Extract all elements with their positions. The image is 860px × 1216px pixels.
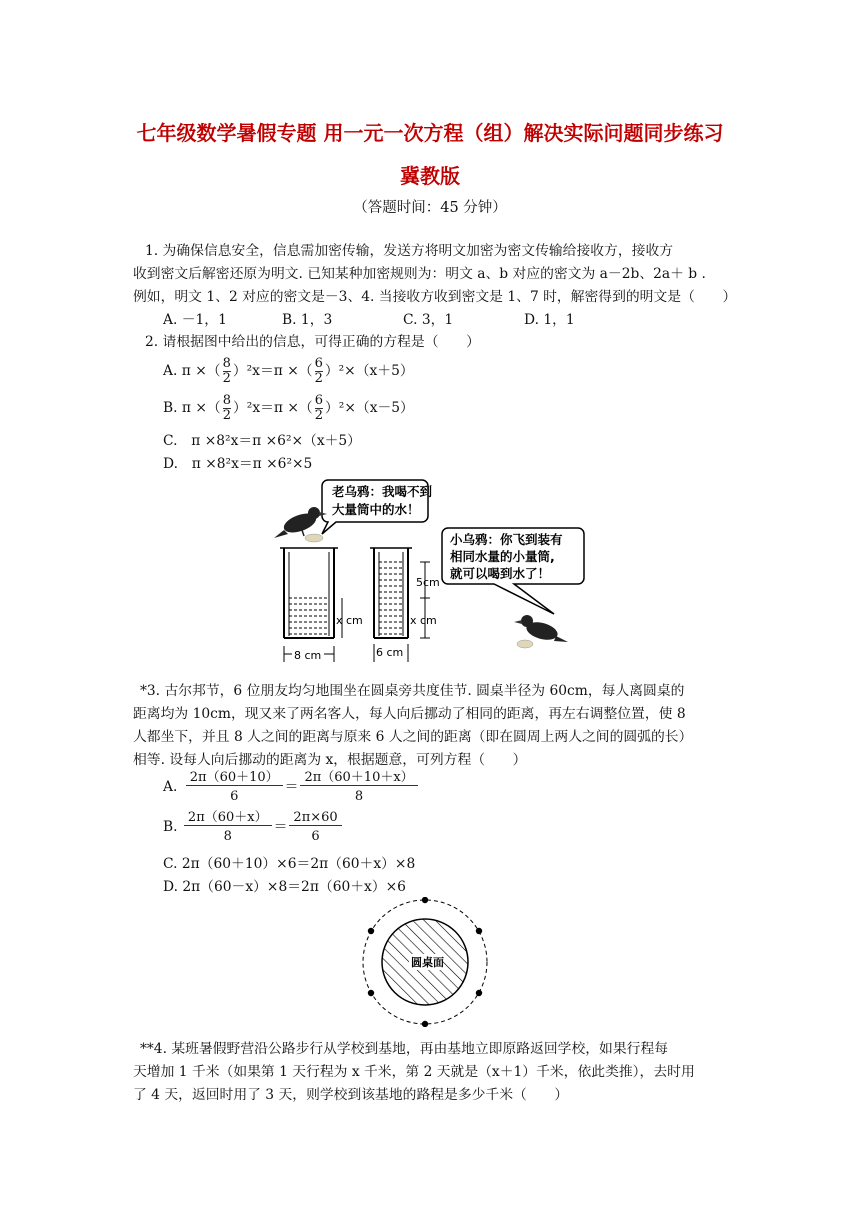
q2-b-label: B. <box>163 400 178 416</box>
q3-a-frac1 <box>186 771 283 804</box>
q3-option-a <box>163 770 420 804</box>
frac-num: 8 <box>222 356 231 371</box>
q3-a-frac2 <box>300 771 417 804</box>
frac-num: 2π×60 <box>293 810 338 825</box>
frac-num: 8 <box>222 393 232 408</box>
q1-option-b: B. 1，3 <box>282 312 333 328</box>
q3-b-label: B. <box>163 819 178 835</box>
q2-b-mid: ）²x＝π ×（ <box>233 400 313 416</box>
young-crow-text-2: 相同水量的小量筒, <box>450 549 555 564</box>
q3-b-frac2 <box>289 811 341 844</box>
q2-a-frac1 <box>223 357 231 386</box>
q2-option-a <box>163 356 414 386</box>
small-cylinder <box>370 548 440 662</box>
document-title-line2: 冀教版 <box>400 164 460 188</box>
q4-line1: **4. 某班暑假野营沿公路步行从学校到基地，再由基地立即原路返回学校，如果行程每 <box>140 1041 669 1057</box>
q4-line3: 了 4 天，返回时用了 3 天，则学校到该基地的路程是多少千米（ ） <box>133 1087 569 1103</box>
q2-a-frac2 <box>315 357 323 386</box>
frac-num: 2π（60＋10＋x） <box>304 770 414 785</box>
label-8cm: 8 cm <box>294 649 322 662</box>
q3-line3: 人都坐下，并且 8 人之间的距离与原来 6 人之间的距离（即在圆周上两人之间的圆弧的长） <box>133 729 693 745</box>
q2-b-pi: π ×（ <box>181 400 221 416</box>
q3-option-b <box>163 810 344 844</box>
q1-line1: 1. 为确保信息安全，信息需加密传输，发送方将明文加密为密文传输给接收方，接收方 <box>145 243 674 259</box>
round-table-figure <box>355 897 495 1027</box>
document-title-line1: 七年级数学暑假专题 用一元一次方程（组）解决实际问题同步练习 <box>136 121 724 145</box>
big-cylinder <box>280 548 363 662</box>
frac-den: 2 <box>314 408 324 423</box>
q3-line4: 相等. 设每人向后挪动的距离为 x，根据题意，可列方程（ ） <box>133 752 527 768</box>
q3-line2: 距离均为 10cm，现又来了两名客人，每人向后挪动了相同的距离，再左右调整位置，使 8 <box>133 706 686 722</box>
frac-num: 6 <box>314 356 323 371</box>
young-crow-text-1: 小乌鸦：你飞到装有 <box>450 532 563 547</box>
q2-option-d: D. π ×8²x＝π ×6²×5 <box>163 456 313 472</box>
q4-line2: 天增加 1 千米（如果第 1 天行程为 x 千米，第 2 天就是（x＋1）千米，依此类推），去时用 <box>133 1064 695 1080</box>
q2-a-label: A. <box>163 363 178 379</box>
q3-a-eq: ＝ <box>284 779 299 795</box>
old-crow-bubble <box>322 480 433 534</box>
label-6cm: 6 cm <box>376 646 404 659</box>
q2-figure <box>270 478 590 668</box>
label-xcm-right: x cm <box>410 614 437 627</box>
old-crow-text-2: 大量筒中的水！ <box>332 502 420 517</box>
label-xcm-left: x cm <box>336 614 363 627</box>
q2-option-b <box>163 393 414 423</box>
q3-a-label: A. <box>163 779 178 795</box>
frac-num: 2π（60＋x） <box>187 810 268 825</box>
q2-stem: 2. 请根据图中给出的信息，可得正确的方程是（ ） <box>145 334 480 350</box>
frac-num: 2π（60＋10） <box>189 770 279 785</box>
frac-den: 2 <box>314 371 323 386</box>
q2-a-tail: ）²×（x＋5） <box>324 363 414 379</box>
frac-den: 6 <box>186 785 283 804</box>
q2-a-pi: π ×（ <box>181 363 221 379</box>
q3-b-frac1 <box>184 811 272 844</box>
q1-option-c: C. 3，1 <box>403 312 454 328</box>
q2-b-frac1 <box>223 394 231 423</box>
q2-b-tail: ）²×（x－5） <box>325 400 414 416</box>
young-crow-text-3: 就可以喝到水了！ <box>450 566 551 581</box>
q1-line3: 例如，明文 1、2 对应的密文是－3、4. 当接收方收到密文是 1、7 时，解密得到的明文是（ ） <box>133 289 737 305</box>
q1-option-d: D. 1，1 <box>524 312 575 328</box>
q1-option-a: A. －1，1 <box>163 312 227 328</box>
frac-den: 8 <box>184 825 272 844</box>
q2-b-frac2 <box>315 394 323 423</box>
frac-den: 6 <box>289 825 341 844</box>
time-note: （答题时间：45 分钟） <box>353 200 507 216</box>
frac-den: 2 <box>222 371 231 386</box>
frac-den: 2 <box>222 408 232 423</box>
label-5cm: 5cm <box>416 576 440 589</box>
q1-line2: 收到密文后解密还原为明文. 已知某种加密规则为：明文 a、b 对应的密文为 a－2b、2a＋ b . <box>133 266 706 282</box>
q2-a-mid: ）²x＝π ×（ <box>232 363 313 379</box>
q3-line1: *3. 古尔邦节，6 位朋友均匀地围坐在圆桌旁共度佳节. 圆桌半径为 60cm，每人离圆桌的 <box>140 683 685 699</box>
q3-b-eq: ＝ <box>273 819 288 835</box>
frac-num: 6 <box>314 393 324 408</box>
q3-option-d: D. 2π（60－x）×8＝2π（60＋x）×6 <box>163 879 406 895</box>
young-crow-icon <box>514 615 568 648</box>
old-crow-text-1: 老乌鸦：我喝不到 <box>332 484 433 499</box>
frac-den: 8 <box>300 785 417 804</box>
old-crow-icon <box>274 507 327 542</box>
q2-option-c: C. π ×8²x＝π ×6²×（x＋5） <box>163 433 361 449</box>
q3-option-c: C. 2π（60＋10）×6＝2π（60＋x）×8 <box>163 856 416 872</box>
young-crow-bubble <box>442 528 584 614</box>
table-label: 圆桌面 <box>411 956 444 969</box>
